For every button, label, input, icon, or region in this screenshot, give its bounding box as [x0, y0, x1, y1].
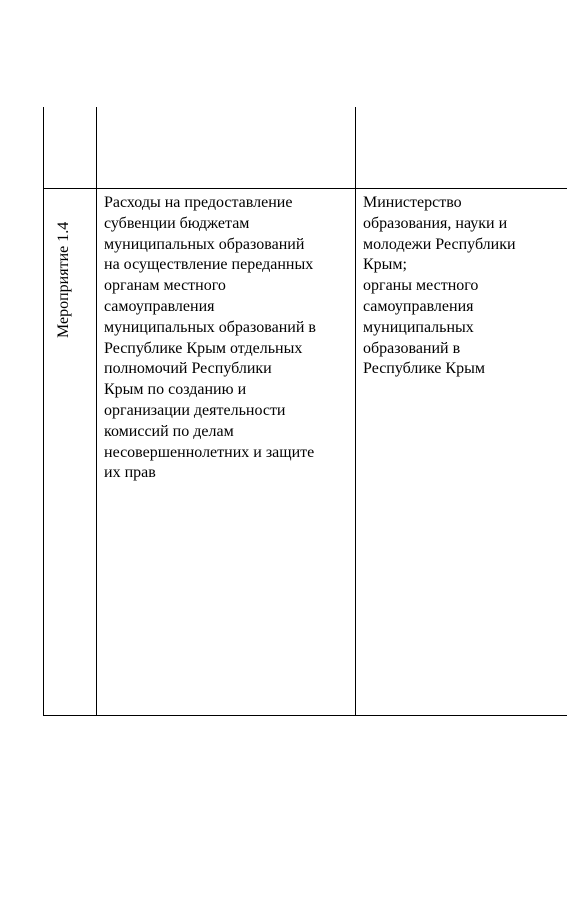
description-line: муниципальных образований в: [104, 318, 316, 336]
description-line: на осуществление переданных: [104, 256, 314, 274]
description-line: Республике Крым отдельных: [104, 339, 303, 357]
responsible-line: органы местного: [363, 277, 479, 295]
description-line: самоуправления: [104, 297, 215, 315]
row-label-measure: Мероприятие 1.4: [55, 221, 72, 338]
table-row-separator: [43, 188, 567, 189]
responsible-line: самоуправления: [363, 297, 474, 315]
table-border-col2: [355, 107, 356, 716]
table-border-col1: [96, 107, 97, 716]
table-bottom-border: [43, 715, 567, 716]
description-line: Расходы на предоставление: [104, 194, 293, 211]
description-line: комиссий по делам: [104, 422, 234, 440]
responsible-line: молодежи Республики: [363, 235, 516, 253]
responsible-line: Республике Крым: [363, 360, 485, 378]
description-line: Крым по созданию и: [104, 381, 247, 399]
description-line: полномочий Республики: [104, 360, 272, 378]
responsible-line: Министерство: [363, 194, 462, 211]
measure-description-cell: [104, 193, 316, 484]
description-line: несовершеннолетних и защите: [104, 443, 315, 461]
responsible-line: образований в: [363, 339, 461, 357]
responsible-executor-cell: [363, 193, 516, 380]
description-line: органам местного: [104, 277, 226, 295]
description-line: муниципальных образований: [104, 235, 305, 253]
responsible-line: образования, науки и: [363, 214, 508, 232]
description-line: их прав: [104, 464, 156, 482]
responsible-line: Крым;: [363, 256, 407, 274]
description-line: организации деятельности: [104, 401, 286, 419]
responsible-line: муниципальных: [363, 318, 474, 336]
description-line: субвенции бюджетам: [104, 214, 250, 232]
table-border-left: [43, 107, 44, 716]
